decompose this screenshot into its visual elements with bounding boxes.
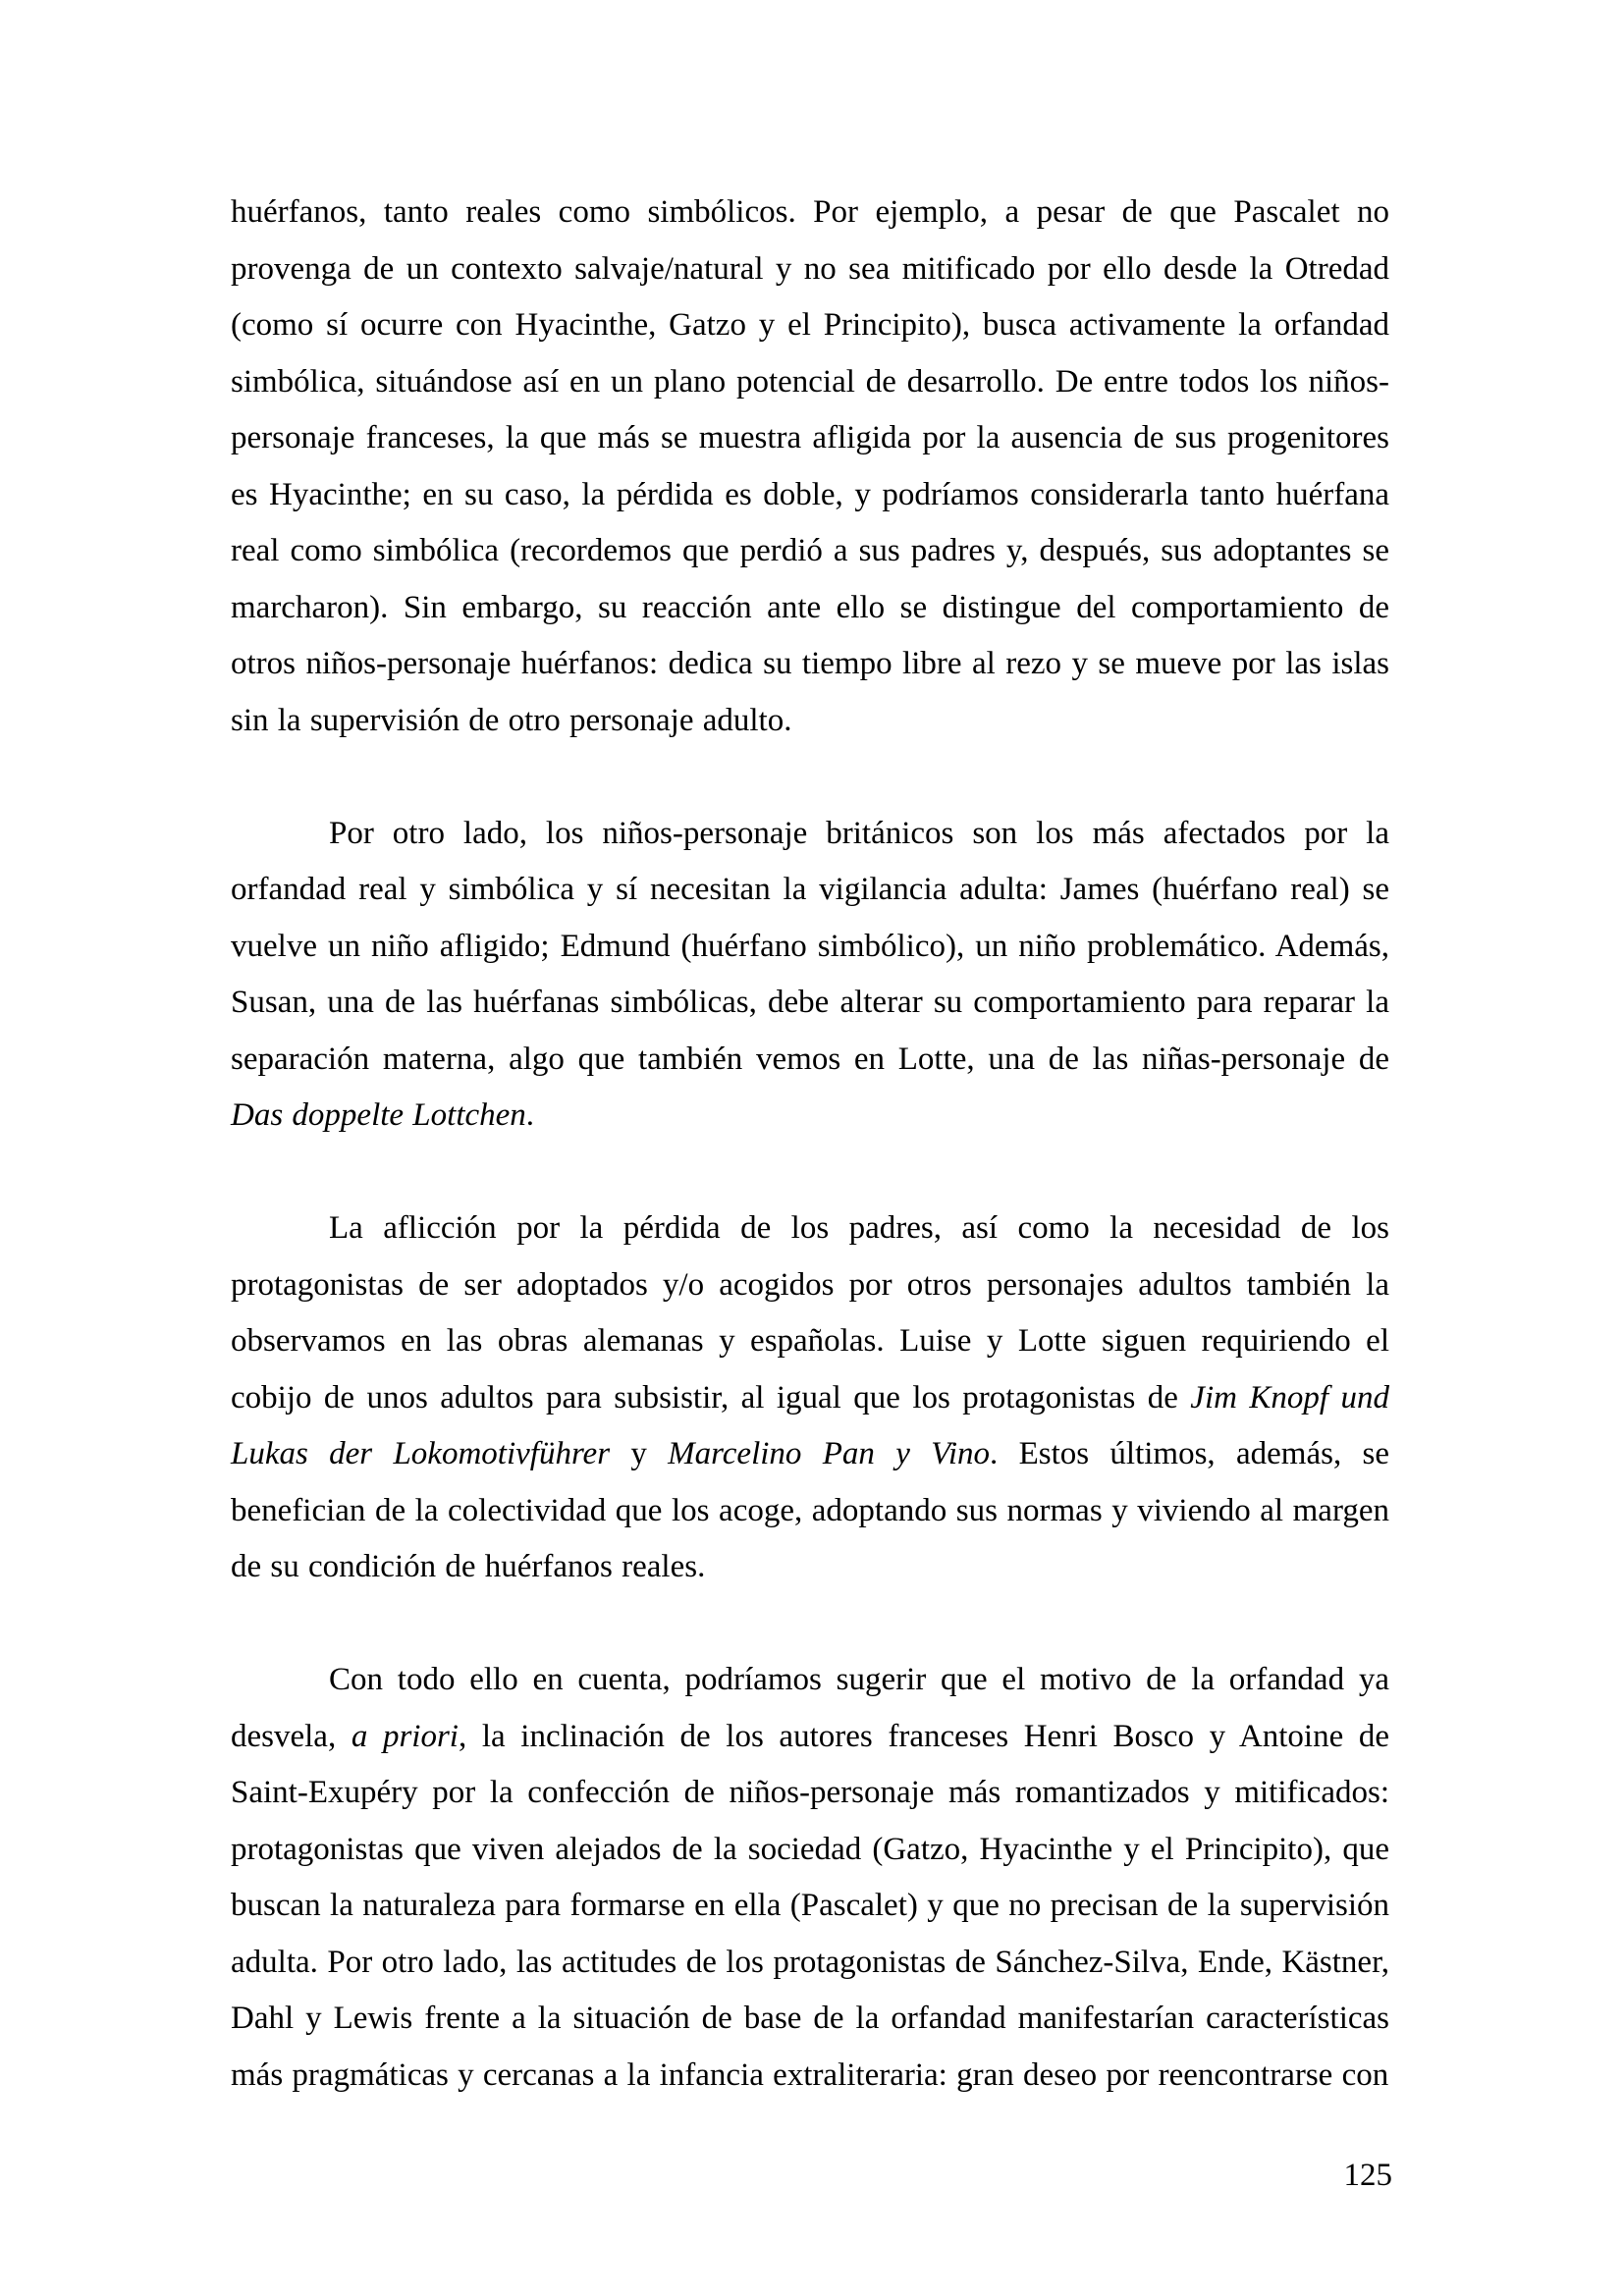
paragraph-1 bbox=[231, 185, 1389, 749]
text-run: . bbox=[525, 1097, 535, 1133]
body-text bbox=[231, 185, 1389, 2161]
text-run: y bbox=[610, 1436, 669, 1471]
paragraph-3 bbox=[231, 1201, 1389, 1596]
paragraph-2 bbox=[231, 806, 1389, 1145]
text-run: , la inclinación de los autores franceses Henri Bosco y Antoine de Saint-Exupéry por la confección de niños-personaje más romantizados y mitificados: protagonistas que viven alejados de la sociedad (Gatzo, Hyacinthe y el Principito), que buscan la naturaleza para formarse en ella (Pascalet) y que no precisan de la supervisión adulta. Por otro lado, las actitudes de los protagonistas de Sánchez-Silva, Ende, Kästner, Dahl y Lewis frente a la situación de base de la orfandad manifestarían características más pragmáticas y cercanas a la infancia extraliteraria: gran deseo por reencontrarse con bbox=[231, 1718, 1389, 2093]
italic-text-run: a priori bbox=[351, 1718, 459, 1754]
text-run: . Estos últimos, además, se benefician de la colectividad que los acoge, adoptando sus normas y viviendo al margen de su condición de huérfanos reales. bbox=[231, 1436, 1389, 1584]
italic-text-run: Jim Knopf und Lukas der Lokomotivführer bbox=[231, 1379, 1389, 1471]
page-number: 125 bbox=[1343, 2158, 1392, 2193]
paragraph-4 bbox=[231, 1652, 1389, 2104]
italic-text-run: Marcelino Pan y Vino bbox=[668, 1436, 991, 1471]
italic-text-run: Das doppelte Lottchen bbox=[231, 1097, 526, 1133]
text-run: Por otro lado, los niños-personaje británicos son los más afectados por la orfandad real y simbólica y sí necesitan la vigilancia adulta: James (huérfano real) se vuelve un niño afligido; Edmund (huérfano simbólico), un niño problemático. Además, Susan, una de las huérfanas simbólicas, debe alterar su comportamiento para reparar la separación materna, algo que también vemos en Lotte, una de las niñas-personaje de bbox=[231, 815, 1389, 1077]
text-run: La aflicción por la pérdida de los padres, así como la necesidad de los protagonistas de ser adoptados y/o acogidos por otros personajes adultos también la observamos en las obras alemanas y españolas. Luise y Lotte siguen requiriendo el cobijo de unos adultos para subsistir, al igual que los protagonistas de bbox=[231, 1210, 1389, 1415]
text-run: huérfanos, tanto reales como simbólicos. Por ejemplo, a pesar de que Pascalet no provenga de un contexto salvaje/natural y no sea mitificado por ello desde la Otredad (como sí ocurre con Hyacinthe, Gatzo y el Principito), busca activamente la orfandad simbólica, situándose así en un plano potencial de desarrollo. De entre todos los niños-personaje franceses, la que más se muestra afligida por la ausencia de sus progenitores es Hyacinthe; en su caso, la pérdida es doble, y podríamos considerarla tanto huérfana real como simbólica (recordemos que perdió a sus padres y, después, sus adoptantes se marcharon). Sin embargo, su reacción ante ello se distingue del comportamiento de otros niños-personaje huérfanos: dedica su tiempo libre al rezo y se mueve por las islas sin la supervisión de otro personaje adulto. bbox=[231, 194, 1389, 738]
text-run: Con todo ello en cuenta, podríamos sugerir que el motivo de la orfandad ya desvela, bbox=[231, 1662, 1389, 1754]
